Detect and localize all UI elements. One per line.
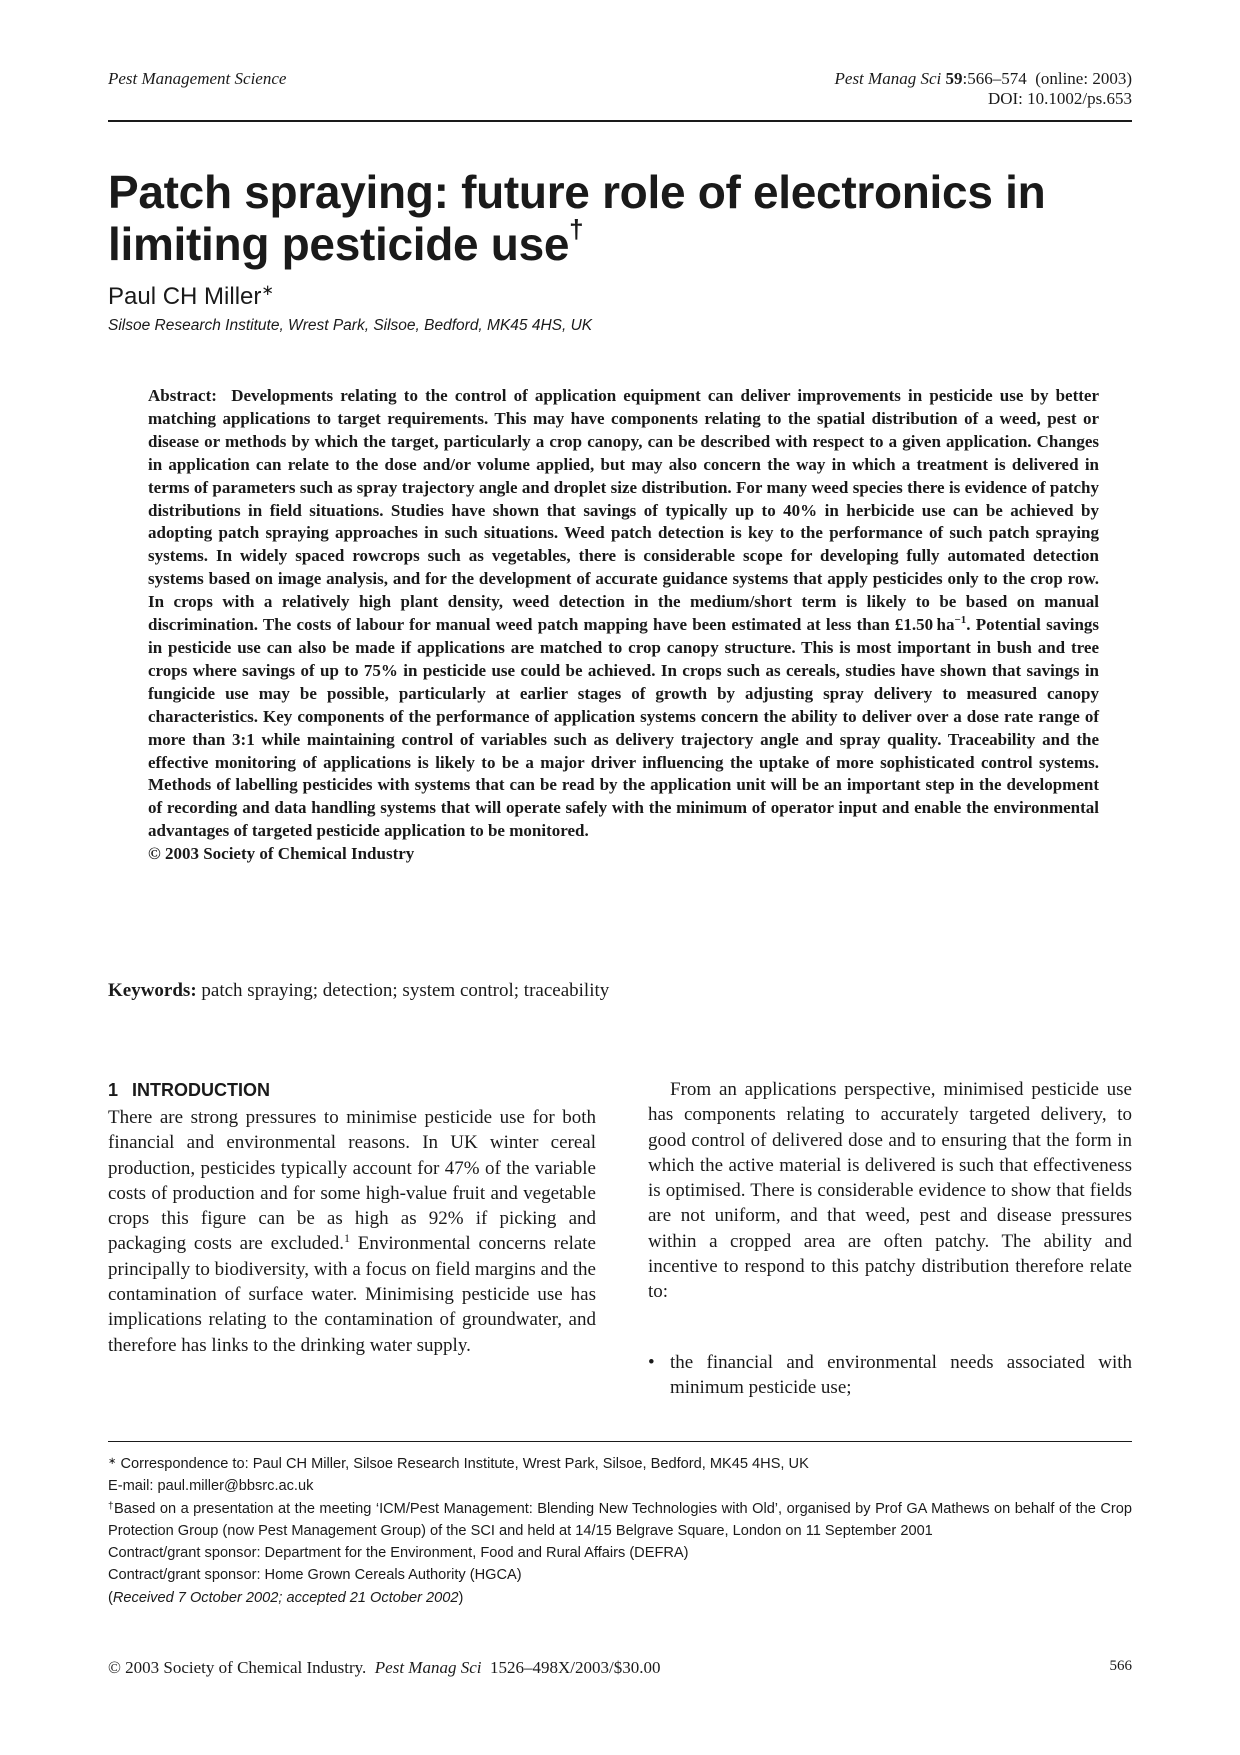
intro-paragraph-1-part-b: Environmental concerns relate principally to biodiversity, with a focus on field margins and the contamination of surface water. Minimising pesticide use has implications relating to the contamination of groundwater, and therefore has links to the drinking water supply. <box>108 1233 596 1356</box>
footnote-email[interactable]: E-mail: paul.miller@bbsrc.ac.uk <box>108 1478 314 1495</box>
intro-paragraph-1-part-a: There are strong pressures to minimise pesticide use for both financial and environmental reasons. In UK winter cereal production, pesticides typically account for 47% of the variable costs of production and for some high-value fruit and vegetable crops this figure can be as high as 92% if picking and packaging costs are excluded. <box>108 1107 596 1255</box>
abstract-text-part1: Developments relating to the control of application equipment can deliver improvements in pesticide use by better matching applications to target requirements. This may have components relating to the spatial distribution of a weed, pest or disease or methods by which the target, particularly a crop canopy, can be described with respect to a given application. Changes in application can relate to the dose and/or volume applied, but may also concern the way in which a treatment is delivered in terms of parameters such as spray trajectory angle and droplet size distribution. For many weed species there is evidence of patchy distributions in field situations. Studies have shown that savings of typically up to 40% in herbicide use can be achieved by adopting patch spraying approaches in such situations. Weed patch detection is key to the performance of such patch spraying systems. In widely spaced rowcrops such as vegetables, there is considerable scope for developing fully automated detection systems based on image analysis, and for the development of accurate guidance systems that apply pesticides only to the crop row. In crops with a relatively high plant density, weed detection in the medium/short term is likely to be based on manual discrimination. The costs of labour for manual weed patch mapping have been estimated at less than £1.50 <box>148 386 1099 635</box>
based-on-text: Based on a presentation at the meeting ‘ICM/Pest Management: Blending New Technologies with Old’, organised by Prof GA Mathews on behalf of the Crop Protection Group (now Pest Management Group) of the SCI and held at 14/15 Belgrave Square, London on 11 September 2001 <box>108 1500 1132 1539</box>
page-footer <box>108 1658 660 1678</box>
running-header-citation <box>835 69 1132 109</box>
abstract-unit: ha <box>936 615 955 635</box>
citation-volume: 59 <box>945 69 963 88</box>
abstract-copyright: © 2003 Society of Chemical Industry <box>148 844 415 864</box>
correspondence-mark: ∗ <box>108 1456 117 1467</box>
title-footnote-mark: † <box>569 214 584 244</box>
left-column <box>108 1077 596 1358</box>
author-footnote-mark: ∗ <box>261 282 274 299</box>
section-heading-introduction <box>108 1077 596 1103</box>
intro-paragraph-2: From an applications perspective, minimised pesticide use has components relating to accurately targeted delivery, to good control of delivered dose and to ensuring that the form in which the active material is delivered is such that effectiveness is optimised. There is considerable evidence to show that fields are not uniform, and that weed, pest and disease pressures within a cropped area are often patchy. The ability and incentive to respond to this patchy distribution therefore relate to: <box>648 1079 1132 1303</box>
author <box>108 283 274 311</box>
received-close-paren: ) <box>458 1589 464 1606</box>
author-name: Paul CH Miller <box>108 283 262 310</box>
reference-superscript[interactable]: 1 <box>343 1231 350 1246</box>
keywords-label: Keywords: <box>108 980 197 1001</box>
received-text: Received 7 October 2002; accepted 21 October 2002 <box>112 1589 459 1606</box>
intro-paragraph-1 <box>108 1105 596 1358</box>
bullet-icon: • <box>648 1351 655 1373</box>
footnote-sponsor-2: Contract/grant sponsor: Home Grown Cereals Authority (HGCA) <box>108 1567 522 1584</box>
header-rule <box>108 120 1132 122</box>
page-number: 566 <box>1109 1658 1132 1674</box>
abstract-unit-exponent: −1 <box>954 614 967 627</box>
footnote-received <box>108 1587 1132 1609</box>
bullet-list <box>648 1350 1132 1401</box>
citation-pages: :566–574 <box>962 69 1027 88</box>
list-item <box>648 1350 1132 1401</box>
article-title <box>108 166 1132 270</box>
keywords <box>108 980 609 1002</box>
citation-line <box>835 69 1132 89</box>
footnote-rule <box>108 1441 1132 1442</box>
running-header-journal: Pest Management Science <box>108 69 287 88</box>
list-item-text: the financial and environmental needs associated with minimum pesticide use; <box>670 1351 1132 1398</box>
footer-copyright: © 2003 Society of Chemical Industry. <box>108 1658 367 1677</box>
footnote-sponsor-1: Contract/grant sponsor: Department for the Environment, Food and Rural Affairs (DEFRA) <box>108 1545 689 1562</box>
based-on-mark: † <box>108 1500 114 1512</box>
footer-journal: Pest Manag Sci <box>374 1658 482 1677</box>
right-column <box>648 1077 1132 1400</box>
section-heading-text: INTRODUCTION <box>132 1080 271 1100</box>
citation-online: (online: 2003) <box>1035 69 1132 88</box>
citation-journal: Pest Manag Sci <box>834 69 942 88</box>
doi: DOI: 10.1002/ps.653 <box>987 89 1132 108</box>
correspondence-text: Correspondence to: Paul CH Miller, Silsoe Research Institute, Wrest Park, Silsoe, Bedford, MK45 4HS, UK <box>120 1456 809 1472</box>
footnote-correspondence <box>108 1453 1132 1475</box>
footnote-based-on <box>108 1498 1132 1543</box>
keywords-text: patch spraying; detection; system control; traceability <box>201 980 610 1001</box>
affiliation: Silsoe Research Institute, Wrest Park, Silsoe, Bedford, MK45 4HS, UK <box>108 317 593 334</box>
footnotes <box>108 1453 1132 1609</box>
abstract <box>148 385 1099 866</box>
article-title-text: Patch spraying: future role of electronics in limiting pesticide use <box>108 166 1046 270</box>
received-open-paren: ( <box>108 1589 113 1606</box>
footer-issn-price: 1526–498X/2003/$30.00 <box>489 1658 661 1677</box>
abstract-text-part2: . Potential savings in pesticide use can also be made if applications are matched to crop canopy structure. This is most important in bush and tree crops where savings of up to 75% in pesticide use could be achieved. In crops such as cereals, studies have shown that savings in fungicide use may be possible, particularly at earlier stages of growth by adjusting spray delivery to measured canopy characteristics. Key components of the performance of application systems concern the ability to deliver over a dose rate range of more than 3:1 while maintaining control of variables such as delivery trajectory angle and spray quality. Traceability and the effective monitoring of applications is likely to be a major driver influencing the uptake of more sophisticated control systems. Methods of labelling pesticides with systems that can be read by the application unit will be an important step in the development of recording and data handling systems that will operate safely with the minimum of operator input and enable the environmental advantages of targeted pesticide application to be monitored. <box>148 615 1100 841</box>
section-number: 1 <box>108 1080 119 1100</box>
abstract-label: Abstract: <box>148 386 217 405</box>
